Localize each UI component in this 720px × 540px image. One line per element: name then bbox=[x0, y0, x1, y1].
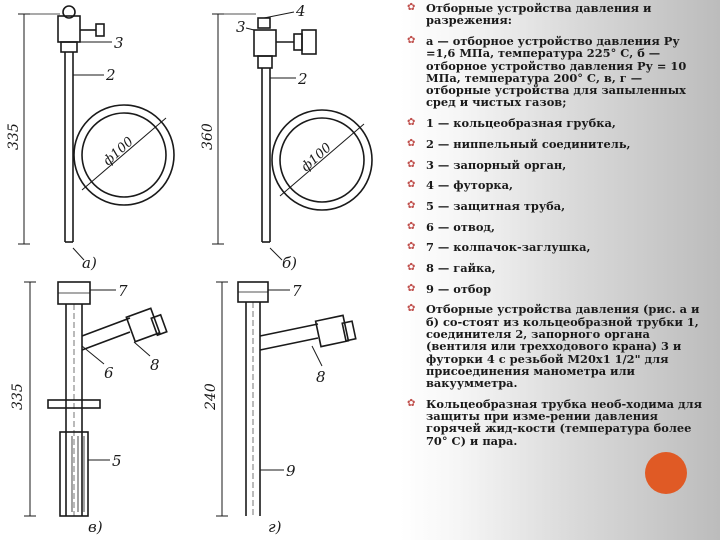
list-item bbox=[404, 138, 704, 150]
dimension-label-v: 335 bbox=[10, 383, 26, 410]
panel-label-b: б) bbox=[282, 254, 298, 272]
list-item bbox=[404, 262, 704, 274]
drawing-a bbox=[18, 6, 174, 260]
list-item-text: 1 — кольцеобразная грубка, bbox=[426, 116, 616, 131]
list-item bbox=[404, 179, 704, 191]
callout-g-8: 8 bbox=[316, 368, 326, 386]
list-item bbox=[404, 221, 704, 233]
callout-g-9: 9 bbox=[286, 462, 296, 480]
panel-label-v: в) bbox=[88, 518, 103, 536]
bullet-icon: ✿ bbox=[407, 117, 416, 129]
bullet-icon: ✿ bbox=[407, 158, 416, 170]
dimension-label-a: 335 bbox=[6, 123, 22, 150]
list-item bbox=[404, 35, 704, 109]
bullet-icon: ✿ bbox=[407, 303, 416, 315]
callout-v-5: 5 bbox=[112, 452, 122, 470]
list-item-text: а — отборное устройство давления Pу =1,6 МПа, температура 225° С, б — отборное устройство давления Pу = 10 МПа, температура 200° С, в, г — отборные устройства для запыленных сред и чистых газов; bbox=[426, 33, 687, 110]
list-item bbox=[404, 303, 704, 389]
bullet-icon: ✿ bbox=[407, 34, 416, 46]
list-item bbox=[404, 117, 704, 129]
drawing-v bbox=[24, 282, 167, 516]
list-item-text: 9 — отбор bbox=[426, 281, 492, 296]
list-item bbox=[404, 159, 704, 171]
bullet-icon: ✿ bbox=[407, 199, 416, 211]
list-item-text: Отборные устройства давления и разрежения: bbox=[426, 1, 652, 28]
list-item-text: 6 — отвод, bbox=[426, 219, 495, 234]
list-item-text: 2 — ниппельный соединитель, bbox=[426, 136, 631, 151]
bullet-icon: ✿ bbox=[407, 261, 416, 273]
callout-g-7: 7 bbox=[292, 282, 302, 300]
bullet-icon: ✿ bbox=[407, 241, 416, 253]
list-item bbox=[404, 2, 704, 27]
callout-v-7: 7 bbox=[118, 282, 128, 300]
callout-b-2: 2 bbox=[298, 70, 308, 88]
accent-circle bbox=[645, 452, 687, 494]
dimension-label-g: 240 bbox=[203, 383, 219, 410]
callout-b-4: 4 bbox=[296, 2, 306, 20]
panel-label-a: а) bbox=[82, 254, 97, 272]
list-item bbox=[404, 241, 704, 253]
drawing-b bbox=[212, 12, 372, 260]
bullet-icon: ✿ bbox=[407, 282, 416, 294]
list-item-text: 5 — защитная труба, bbox=[426, 198, 566, 213]
callout-b-3: 3 bbox=[236, 18, 246, 36]
bullet-icon: ✿ bbox=[407, 220, 416, 232]
bullet-icon: ✿ bbox=[407, 397, 416, 409]
dimension-label-b: 360 bbox=[200, 123, 216, 150]
list-item-text: 8 — гайка, bbox=[426, 260, 496, 275]
list-item bbox=[404, 200, 704, 212]
list-item-text: Отборные устройства давления (рис. а и б) со-стоят из кольцеобразной трубки 1, соединителя 2, запорного органа (вентиля или трехходового крана) 3 и футорки 4 с резьбой M20x1 1/2" для присоединения манометра или вакуумметра. bbox=[426, 302, 700, 391]
list-item-text: 4 — футорка, bbox=[426, 178, 514, 193]
bullet-icon: ✿ bbox=[407, 137, 416, 149]
list-item-text: 7 — колпачок-заглушка, bbox=[426, 240, 591, 255]
diameter-label-b: ф100 bbox=[298, 140, 335, 175]
bullet-icon: ✿ bbox=[407, 179, 416, 191]
panel-label-g: г) bbox=[268, 518, 282, 536]
callout-a-3: 3 bbox=[114, 34, 124, 52]
callout-v-8: 8 bbox=[150, 356, 160, 374]
list-item-text: 3 — запорный орган, bbox=[426, 157, 567, 172]
drawing-g bbox=[216, 282, 356, 516]
bullet-icon: ✿ bbox=[407, 2, 416, 13]
bullet-list bbox=[404, 2, 704, 455]
list-item bbox=[404, 398, 704, 447]
diameter-label-a: ф100 bbox=[100, 134, 137, 169]
list-item-text: Кольцеобразная трубка необ-ходима для защиты при изме-рении давления горячей жид-кости (температура более 70° С) и пара. bbox=[426, 396, 702, 448]
list-item bbox=[404, 283, 704, 295]
callout-v-6: 6 bbox=[104, 364, 114, 382]
callout-a-2: 2 bbox=[106, 66, 116, 84]
